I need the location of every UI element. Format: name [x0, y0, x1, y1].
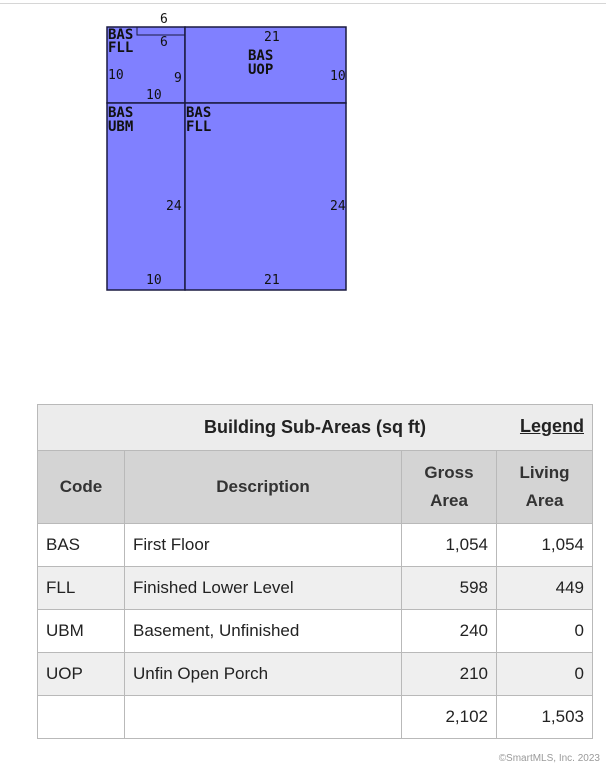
header-code: Code: [38, 451, 125, 524]
table-row: [38, 524, 593, 567]
copyright-notice: ©SmartMLS, Inc. 2023: [498, 753, 600, 764]
cell-gross: 598: [402, 567, 497, 610]
header-description: Description: [125, 451, 402, 524]
table-totals-row: [38, 696, 593, 739]
code-uop-bas: BAS: [248, 48, 274, 64]
dim-top-6: 6: [160, 12, 168, 27]
cell-code: FLL: [38, 567, 125, 610]
cell-living: 449: [497, 567, 593, 610]
dim-ubm-24: 24: [166, 199, 182, 214]
cell-gross: 1,054: [402, 524, 497, 567]
header-gross-area: [402, 451, 497, 524]
cell-code: UOP: [38, 653, 125, 696]
dim-uop-21: 21: [264, 30, 280, 45]
code-ubm-bas: BAS: [108, 105, 134, 121]
code-fll-bas: BAS: [186, 105, 212, 121]
cell-gross: 210: [402, 653, 497, 696]
cell-description: Basement, Unfinished: [125, 610, 402, 653]
dim-left-10: 10: [108, 68, 124, 83]
cell-living: 0: [497, 653, 593, 696]
floor-plan-sketch: [100, 8, 360, 298]
legend-link[interactable]: Legend: [519, 416, 584, 436]
table-row: [38, 610, 593, 653]
building-subareas-table: [37, 404, 593, 739]
dim-bottom-21: 21: [264, 273, 280, 288]
table-title-cell: [38, 405, 593, 451]
table-title: Building Sub-Areas (sq ft): [204, 417, 426, 437]
total-gross: 2,102: [402, 696, 497, 739]
dim-fll-24: 24: [330, 199, 346, 214]
header-living-line1: Living: [519, 463, 570, 482]
code-ubm: UBM: [108, 119, 134, 135]
cell-code: BAS: [38, 524, 125, 567]
code-fll-small: FLL: [108, 40, 134, 56]
top-divider: [0, 3, 606, 4]
cell-code: UBM: [38, 610, 125, 653]
dim-bottom-10: 10: [146, 273, 162, 288]
header-gross-line2: Area: [430, 491, 468, 510]
cell-living: 0: [497, 610, 593, 653]
dim-inner-6: 6: [160, 35, 168, 50]
header-living-area: [497, 451, 593, 524]
header-living-line2: Area: [525, 491, 564, 510]
dim-9: 9: [174, 71, 182, 86]
table-row: [38, 567, 593, 610]
cell-empty: [38, 696, 125, 739]
table-row: [38, 653, 593, 696]
header-gross-line1: Gross: [424, 463, 474, 482]
cell-description: Finished Lower Level: [125, 567, 402, 610]
cell-empty: [125, 696, 402, 739]
dim-uop-10: 10: [330, 69, 346, 84]
cell-description: Unfin Open Porch: [125, 653, 402, 696]
table-header-row: [38, 451, 593, 524]
code-uop: UOP: [248, 62, 274, 78]
dim-mid-10: 10: [146, 88, 162, 103]
cell-living: 1,054: [497, 524, 593, 567]
total-living: 1,503: [497, 696, 593, 739]
code-fll: FLL: [186, 119, 212, 135]
cell-description: First Floor: [125, 524, 402, 567]
code-bas-small: BAS: [108, 27, 134, 43]
table-title-row: [38, 405, 593, 451]
cell-gross: 240: [402, 610, 497, 653]
